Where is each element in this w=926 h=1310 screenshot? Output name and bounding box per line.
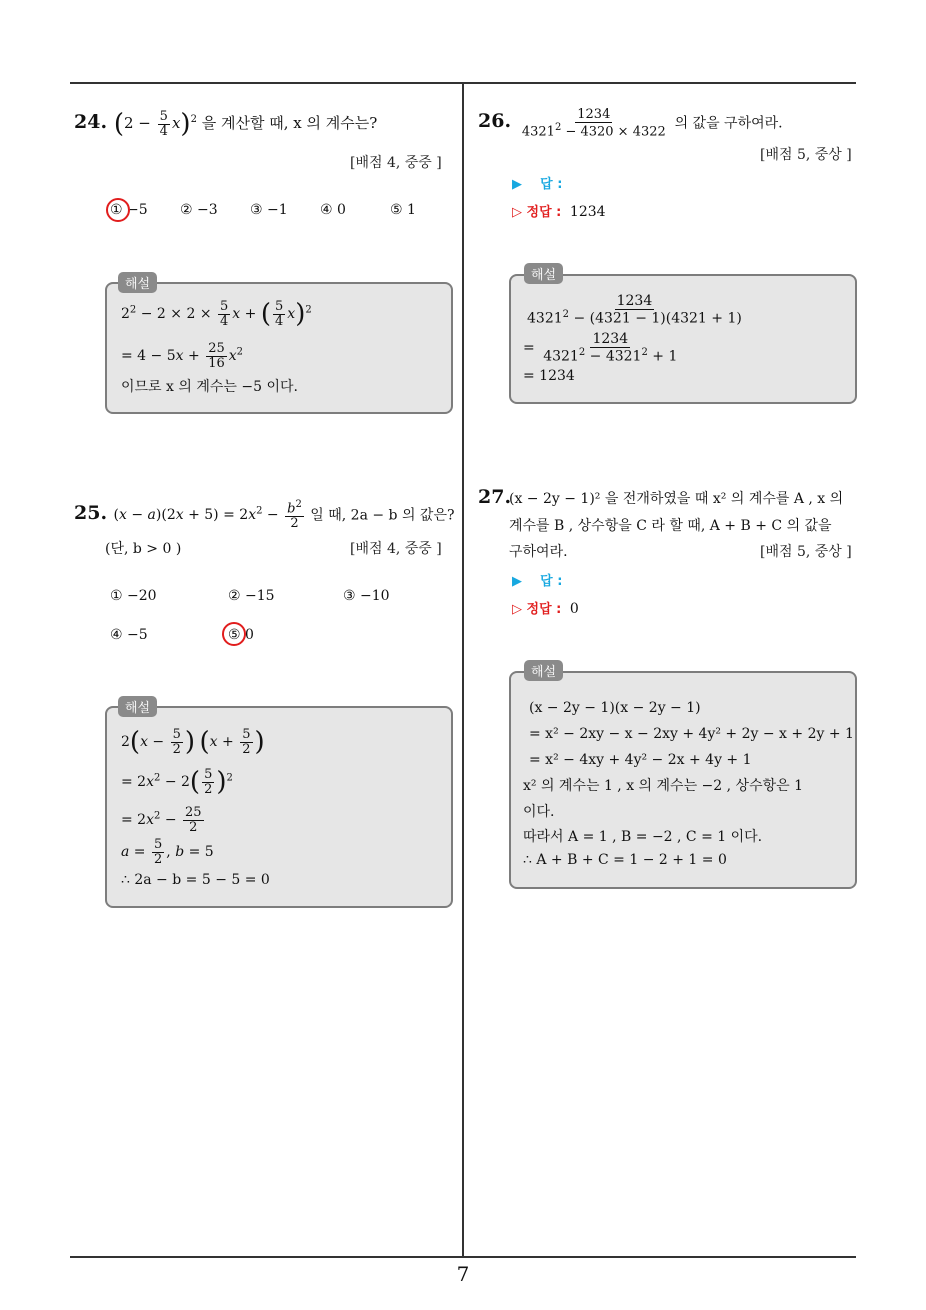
explanation-line: ∴ 2a − b = 5 − 5 = 0 [121, 872, 270, 888]
explanation-line: $2^2 - 2 \times 2$ × $\frac{5}{4}$ x + ( $\frac{5}{4}$ x)$^2$ [121, 299, 312, 330]
explanation-box-25 [105, 706, 453, 908]
explanation-line: 2(x − $\frac{5}{2}$ ) (x + $\frac{5}{2}$ ) [121, 727, 265, 758]
question-text: 을 계산할 때, x 의 계수는? [201, 114, 378, 133]
choice-1[interactable]: ① −20 [110, 588, 157, 604]
question-number: 27. [478, 486, 512, 508]
correct-answer-label: 정답 : [526, 602, 562, 617]
question-expression: $\frac{1234}{4321^2 - 4320 \times 4322}$ [521, 107, 666, 139]
question-24 [74, 110, 377, 138]
question-27 [478, 486, 513, 508]
question-26 [478, 108, 783, 139]
question-number: 24. [74, 111, 108, 134]
triangle-icon: ▶ [512, 574, 522, 589]
question-line: 구하여라. [509, 544, 568, 560]
choice-3[interactable]: ③ −10 [343, 588, 390, 604]
question-27-meta: [배점 5, 중상 ] [760, 544, 852, 560]
question-text: 의 값을 구하여라. [674, 115, 783, 132]
explanation-line: = $2x^2$ − $\frac{25}{2}$ [121, 805, 202, 835]
question-line: (x − 2y − 1)² 을 전개하였을 때 x² 의 계수를 A , x 의 [509, 491, 844, 507]
question-expression: $(x - a)(2x + 5) = 2x^2$ − $\frac{b^2}{2}$ [113, 499, 302, 531]
choice-3[interactable]: ③ −1 [250, 202, 288, 218]
question-line: 계수를 B , 상수항을 C 라 할 때, A + B + C 의 값을 [509, 518, 832, 534]
explanation-tag: 해설 [524, 263, 563, 284]
choice-2[interactable]: ② −15 [228, 588, 275, 604]
choice-4[interactable]: ④ −5 [110, 627, 148, 643]
answer-label: 답 : [540, 574, 563, 589]
question-25-meta: [배점 4, 중중 ] [350, 541, 442, 557]
bottom-rule [70, 1256, 856, 1258]
triangle-icon: ▶ [512, 177, 522, 192]
page-number: 7 [456, 1262, 470, 1286]
question-expression: (2 − $\frac{5}{4}$ x)$^2$ [113, 109, 197, 140]
question-24-meta: [배점 4, 중중 ] [350, 155, 442, 171]
explanation-line: 따라서 A = 1 , B = −2 , C = 1 이다. [523, 829, 763, 845]
explanation-tag: 해설 [118, 696, 157, 717]
choice-2[interactable]: ② −3 [180, 202, 218, 218]
question-number: 26. [478, 110, 512, 133]
explanation-line: = $2x^2 - 2$( $\frac{5}{2}$ )$^2$ [121, 767, 233, 798]
explanation-line: 이다. [523, 804, 555, 820]
explanation-line: = x² − 4xy + 4y² − 2x + 4y + 1 [529, 752, 752, 768]
choice-1[interactable]: ① −5 [110, 202, 148, 218]
explanation-box-24 [105, 282, 453, 414]
correct-answer-value: 1234 [569, 204, 606, 220]
choice-5[interactable]: ⑤ 1 [390, 202, 416, 218]
question-number: 25. [74, 502, 108, 525]
correct-answer-value: 0 [569, 601, 579, 617]
explanation-box-27 [509, 671, 857, 889]
correct-answer-row [512, 598, 579, 617]
question-26-meta: [배점 5, 중상 ] [760, 147, 852, 163]
explanation-tag: 해설 [524, 660, 563, 681]
question-text: 일 때, 2a − b 의 값은? [310, 507, 455, 524]
answer-row [512, 173, 566, 192]
explanation-line: = 4 − 5x + $\frac{25}{16}$ $x^2$ [121, 341, 244, 371]
explanation-line: ∴ A + B + C = 1 − 2 + 1 = 0 [523, 852, 727, 868]
correct-answer-row [512, 201, 606, 220]
answer-label: 답 : [540, 177, 563, 192]
explanation-line: (x − 2y − 1)(x − 2y − 1) [529, 700, 701, 716]
outline-triangle-icon: ▷ [512, 205, 522, 220]
choice-5[interactable]: ⑤ 0 [228, 627, 254, 643]
explanation-line: = $\frac{1234}{4321^2 - 4321^2 + 1}$ [523, 331, 678, 365]
answer-row [512, 570, 566, 589]
selected-choice-mark [106, 198, 130, 222]
question-25 [74, 500, 455, 531]
explanation-line: $\frac{1234}{4321^2 - (4321 - 1)(4321 + 1)}$ [527, 293, 742, 327]
explanation-tag: 해설 [118, 272, 157, 293]
selected-choice-mark [222, 622, 246, 646]
explanation-box-26 [509, 274, 857, 404]
column-divider [462, 83, 464, 1257]
explanation-line: = 1234 [523, 368, 575, 384]
explanation-line: = x² − 2xy − x − 2xy + 4y² + 2y − x + 2y + 1 [529, 726, 854, 742]
explanation-line: x² 의 계수는 1 , x 의 계수는 −2 , 상수항은 1 [523, 778, 803, 794]
explanation-line: a = $\frac{5}{2}$ , b = 5 [121, 837, 214, 867]
choice-4[interactable]: ④ 0 [320, 202, 346, 218]
question-25-condition: (단, b > 0 ) [105, 541, 182, 557]
correct-answer-label: 정답 : [526, 205, 562, 220]
outline-triangle-icon: ▷ [512, 602, 522, 617]
explanation-line: 이므로 x 의 계수는 −5 이다. [121, 379, 298, 395]
